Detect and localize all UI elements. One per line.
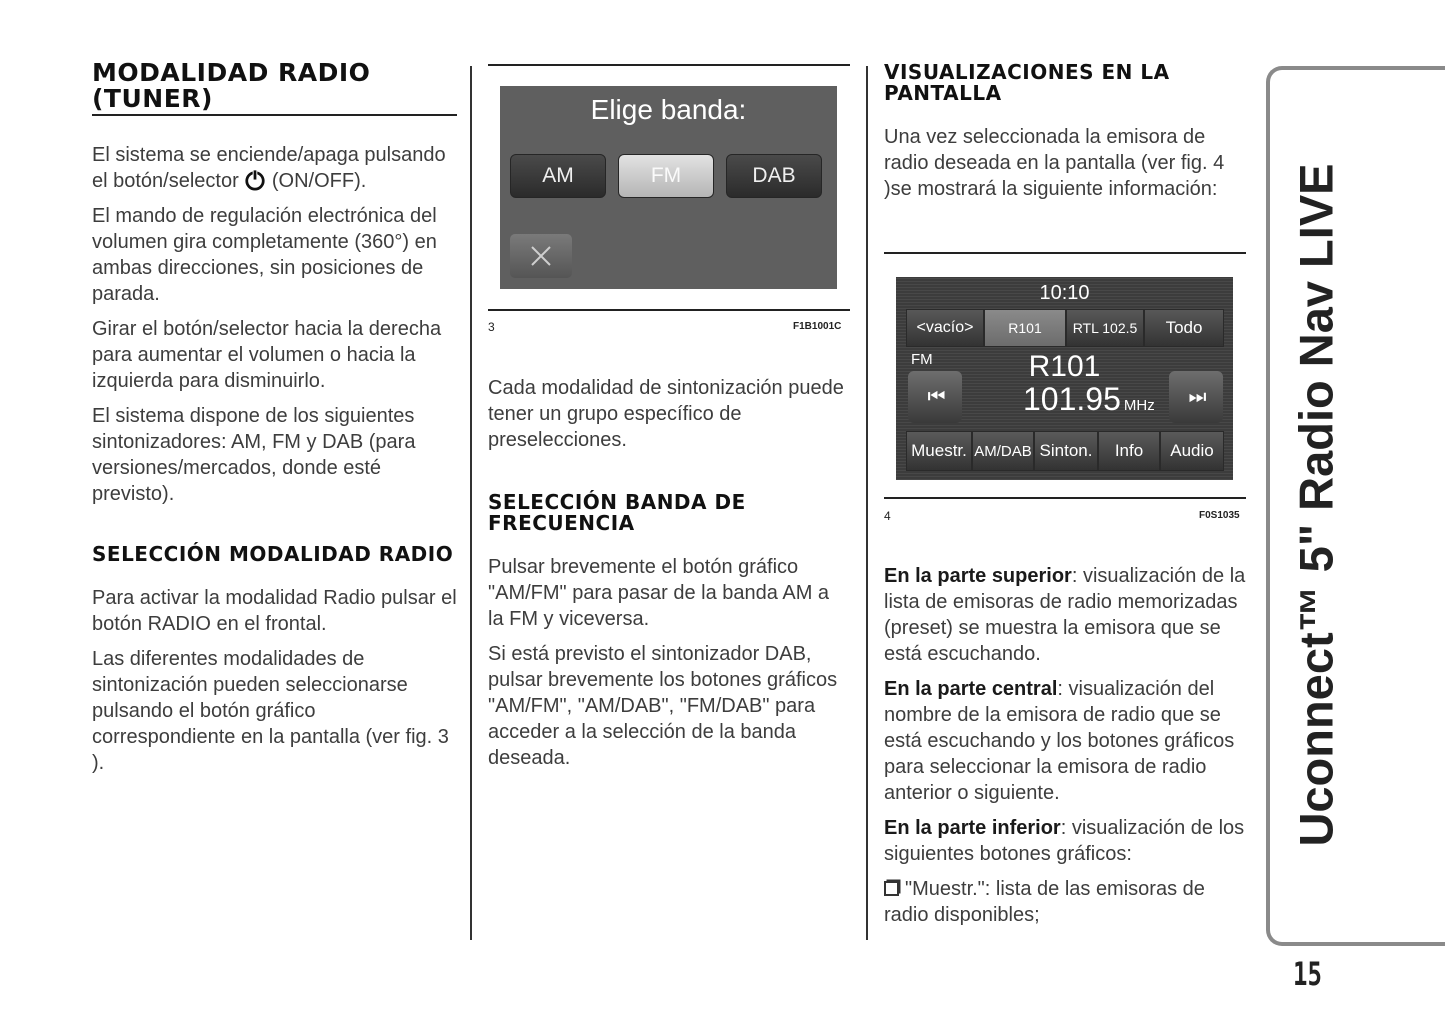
figure-number: 4: [884, 509, 891, 523]
preset-empty[interactable]: <vacío>: [906, 309, 984, 347]
next-icon: ⏭: [1188, 385, 1204, 408]
bullet-text: "Muestr.": lista de las emisoras de radio disponibles;: [884, 878, 1205, 926]
frequency-unit: MHz: [1123, 397, 1155, 414]
paragraph-modes: Las diferentes modalidades de sintonización pueden seleccionarse pulsando el botón gráfico correspondiente en la pantalla (ver fig. 3 ).: [92, 648, 449, 774]
previous-icon: ⏮: [927, 385, 943, 408]
frequency: [1023, 381, 1155, 418]
paragraph-display-intro: Una vez seleccionada la emisora de radio deseada en la pantalla (ver fig. 4 )se mostrará la siguiente información:: [884, 126, 1225, 200]
tune-button[interactable]: Sinton.: [1034, 431, 1098, 471]
column-3-lower: [884, 563, 1246, 937]
paragraph-presets: Cada modalidad de sintonización puede tener un grupo específico de preselecciones.: [488, 377, 844, 451]
paragraph-bottom-area-label: En la parte inferior: [884, 817, 1061, 839]
column-2: [488, 375, 850, 780]
paragraph-center-area-label: En la parte central: [884, 678, 1058, 700]
am-dab-button[interactable]: AM/DAB: [972, 431, 1034, 471]
browse-button[interactable]: Muestr.: [906, 431, 972, 471]
figure-top-rule: [884, 252, 1246, 254]
am-button[interactable]: AM: [510, 154, 606, 198]
dab-button[interactable]: DAB: [726, 154, 822, 198]
band-label: FM: [911, 351, 933, 368]
figure-code: F1B1001C: [793, 321, 842, 332]
figure-caption-rule: [488, 309, 850, 311]
station-name: R101: [1028, 350, 1101, 383]
paragraph-bottom-area: [884, 815, 1246, 867]
column-1: [92, 60, 457, 785]
paragraph-top-area: [884, 563, 1246, 667]
page-number: 15: [1293, 955, 1322, 993]
preset-all[interactable]: Todo: [1144, 309, 1224, 347]
band-screen-title: Elige banda:: [590, 94, 747, 125]
power-icon: [244, 169, 266, 191]
column-divider: [470, 66, 472, 940]
next-station-button[interactable]: [1169, 371, 1223, 423]
preset-r101[interactable]: R101: [984, 309, 1066, 347]
paragraph-turn: Girar el botón/selector hacia la derecha para aumentar el volumen o hacia la izquierda para disminuirlo.: [92, 318, 442, 392]
chapter-title: Uconnect™ 5" Radio Nav LIVE: [1289, 163, 1343, 847]
figure-4-radio-screen: [896, 277, 1233, 480]
info-button[interactable]: Info: [1098, 431, 1160, 471]
frequency-value: 101.95: [1023, 381, 1121, 417]
paragraph-activate: Para activar la modalidad Radio pulsar el botón RADIO en el frontal.: [92, 587, 457, 635]
figure-caption-rule: [884, 497, 1246, 499]
figure-top-rule: [488, 64, 850, 66]
checkbox-bullet-icon: [884, 881, 899, 896]
paragraph-center-area: [884, 676, 1246, 806]
section-heading-select-mode: SELECCIÓN MODALIDAD RADIO: [92, 542, 454, 566]
section-heading-band: SELECCIÓN BANDA DE FRECUENCIA: [488, 490, 746, 535]
fm-button[interactable]: FM: [618, 154, 714, 198]
section-heading-radio-mode: MODALIDAD RADIO (TUNER): [92, 60, 457, 116]
figure-code: F0S1035: [1199, 510, 1240, 521]
column-3: [884, 62, 1246, 211]
paragraph-bottom-area-text: : visualización de los siguientes botones gráficos:: [884, 817, 1245, 865]
paragraph-amfm: Pulsar brevemente el botón gráfico "AM/FM" para pasar de la banda AM a la FM y viceversa.: [488, 556, 830, 630]
bullet-item: [884, 876, 1246, 928]
section-heading-display: VISUALIZACIONES EN LA PANTALLA: [884, 60, 1170, 105]
close-button[interactable]: [510, 234, 572, 278]
paragraph-dab: Si está previsto el sintonizador DAB, pulsar brevemente los botones gráficos "AM/FM", "AM/DAB", "FM/DAB" para acceder a la selección de la banda deseada.: [488, 643, 838, 769]
paragraph-tuners: El sistema dispone de los siguientes sintonizadores: AM, FM y DAB (para versiones/mercados, donde esté previsto).: [92, 405, 416, 505]
paragraph-power-suffix: (ON/OFF).: [271, 170, 367, 192]
audio-button[interactable]: Audio: [1160, 431, 1224, 471]
figure-3-band-screen: [500, 86, 837, 289]
paragraph-volume: El mando de regulación electrónica del volumen gira completamente (360°) en ambas direcciones, sin posiciones de parada.: [92, 205, 437, 305]
paragraph-power-text: El sistema se enciende/apaga pulsando el botón/selector: [92, 144, 446, 192]
close-icon: [530, 245, 552, 267]
paragraph-top-area-text: : visualización de la lista de emisoras de radio memorizadas (preset) se muestra la emisora que se está escuchando.: [884, 565, 1246, 665]
figure-number: 3: [488, 320, 495, 334]
preset-rtl[interactable]: RTL 102.5: [1066, 309, 1144, 347]
paragraph-center-area-text: : visualización del nombre de la emisora de radio que se está escuchando y los botones gráficos para seleccionar la emisora de radio anterior o siguiente.: [884, 678, 1235, 804]
clock: 10:10: [1039, 282, 1090, 304]
paragraph-top-area-label: En la parte superior: [884, 565, 1072, 587]
paragraph-power: [92, 142, 457, 194]
column-divider: [866, 66, 868, 940]
